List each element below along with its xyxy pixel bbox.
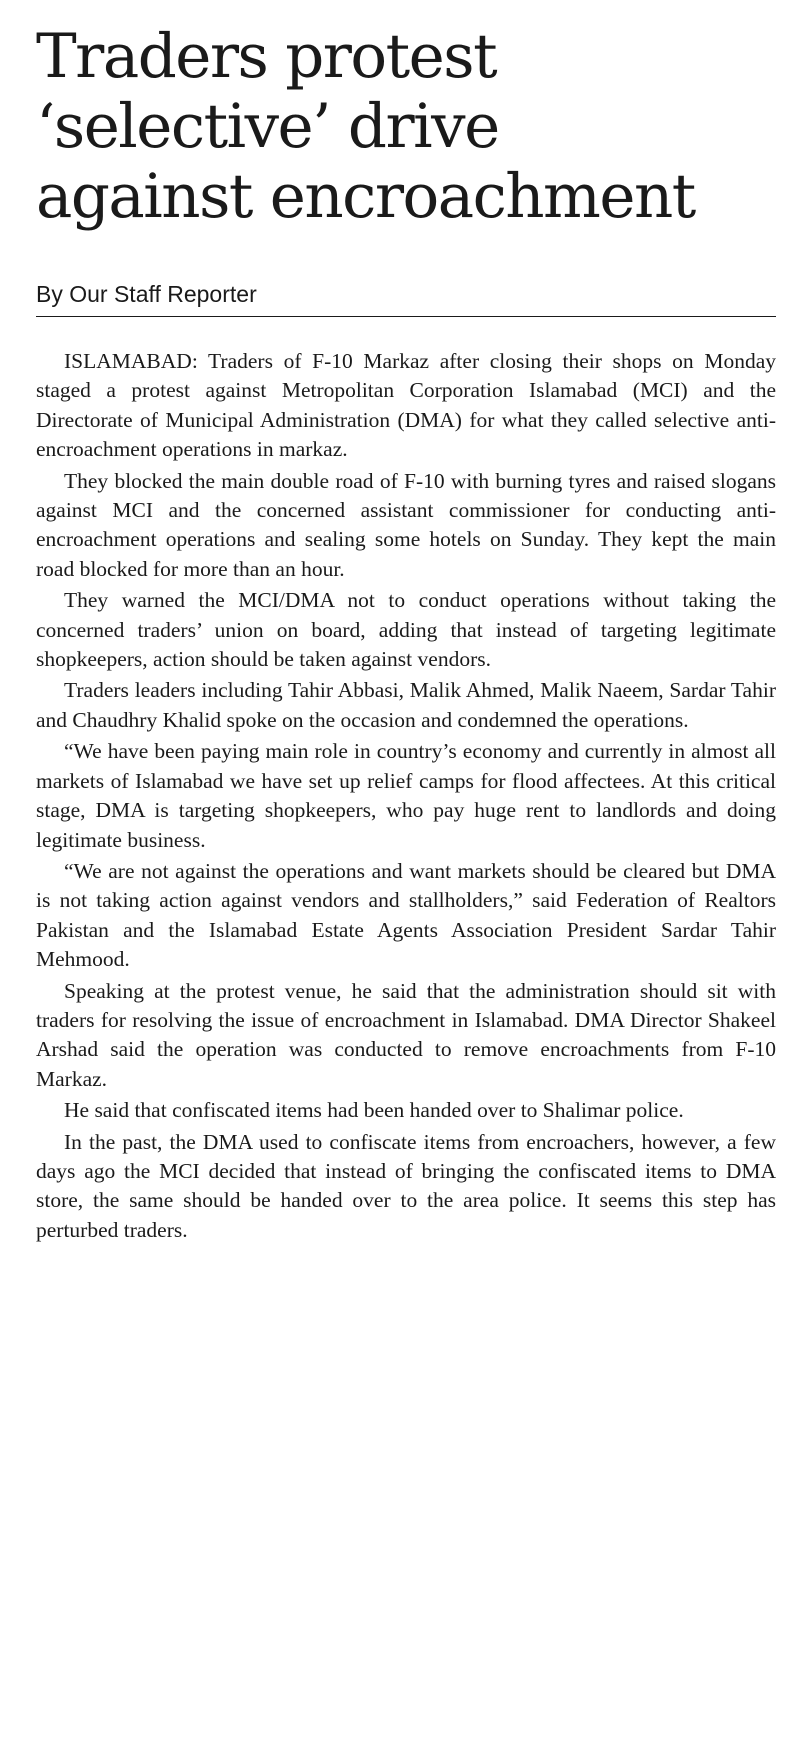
article-body <box>36 347 776 1245</box>
news-article <box>36 22 776 1247</box>
headline-line: Traders protest <box>36 21 497 92</box>
article-paragraph: “We are not against the operations and want markets should be cleared but DMA is not taking action against vendors and stallholders,” said Federation of Realtors Pakistan and the Islamabad Estate Agents Association President Sardar Tahir Mehmood. <box>36 858 776 972</box>
article-paragraph: Traders leaders including Tahir Abbasi, Malik Ahmed, Malik Naeem, Sardar Tahir and Chaudhry Khalid spoke on the occasion and condemned the operations. <box>36 678 776 732</box>
article-paragraph: They warned the MCI/DMA not to conduct operations without taking the concerned traders’ union on board, adding that instead of targeting legitimate shopkeepers, action should be taken against vendors. <box>36 588 776 672</box>
article-paragraph: He said that confiscated items had been handed over to Shalimar police. <box>64 1098 684 1123</box>
headline-line: ‘selective’ drive <box>36 91 499 162</box>
article-paragraph: Speaking at the protest venue, he said that the administration should sit with traders for resolving the issue of encroachment in Islamabad. DMA Director Shakeel Arshad said the operation was conducted to remove encroachments from F-10 Markaz. <box>36 978 776 1091</box>
headline-line: against encroachment <box>36 161 695 232</box>
article-paragraph: “We have been paying main role in country’s economy and currently in almost all markets of Islamabad we have set up relief camps for flood affectees. At this critical stage, DMA is targeting shopkeepers, who pay huge rent to landlords and doing legitimate business. <box>36 739 776 852</box>
byline: By Our Staff Reporter <box>36 280 776 317</box>
article-paragraph: ISLAMABAD: Traders of F-10 Markaz after closing their shops on Monday staged a protest against Metropolitan Corporation Islamabad (MCI) and the Directorate of Municipal Administration (DMA) for what they called selective anti-encroachment operations in markaz. <box>36 349 776 462</box>
article-paragraph: They blocked the main double road of F-10 with burning tyres and raised slogans against MCI and the concerned assistant commissioner for conducting anti-encroachment operations and sealing some hotels on Sunday. They kept the main road blocked for more than an hour. <box>36 468 776 581</box>
headline <box>36 22 776 232</box>
article-paragraph: In the past, the DMA used to confiscate items from encroachers, however, a few days ago the MCI decided that instead of bringing the confiscated items to DMA store, the same should be handed over to the area police. It seems this step has perturbed traders. <box>36 1129 776 1242</box>
